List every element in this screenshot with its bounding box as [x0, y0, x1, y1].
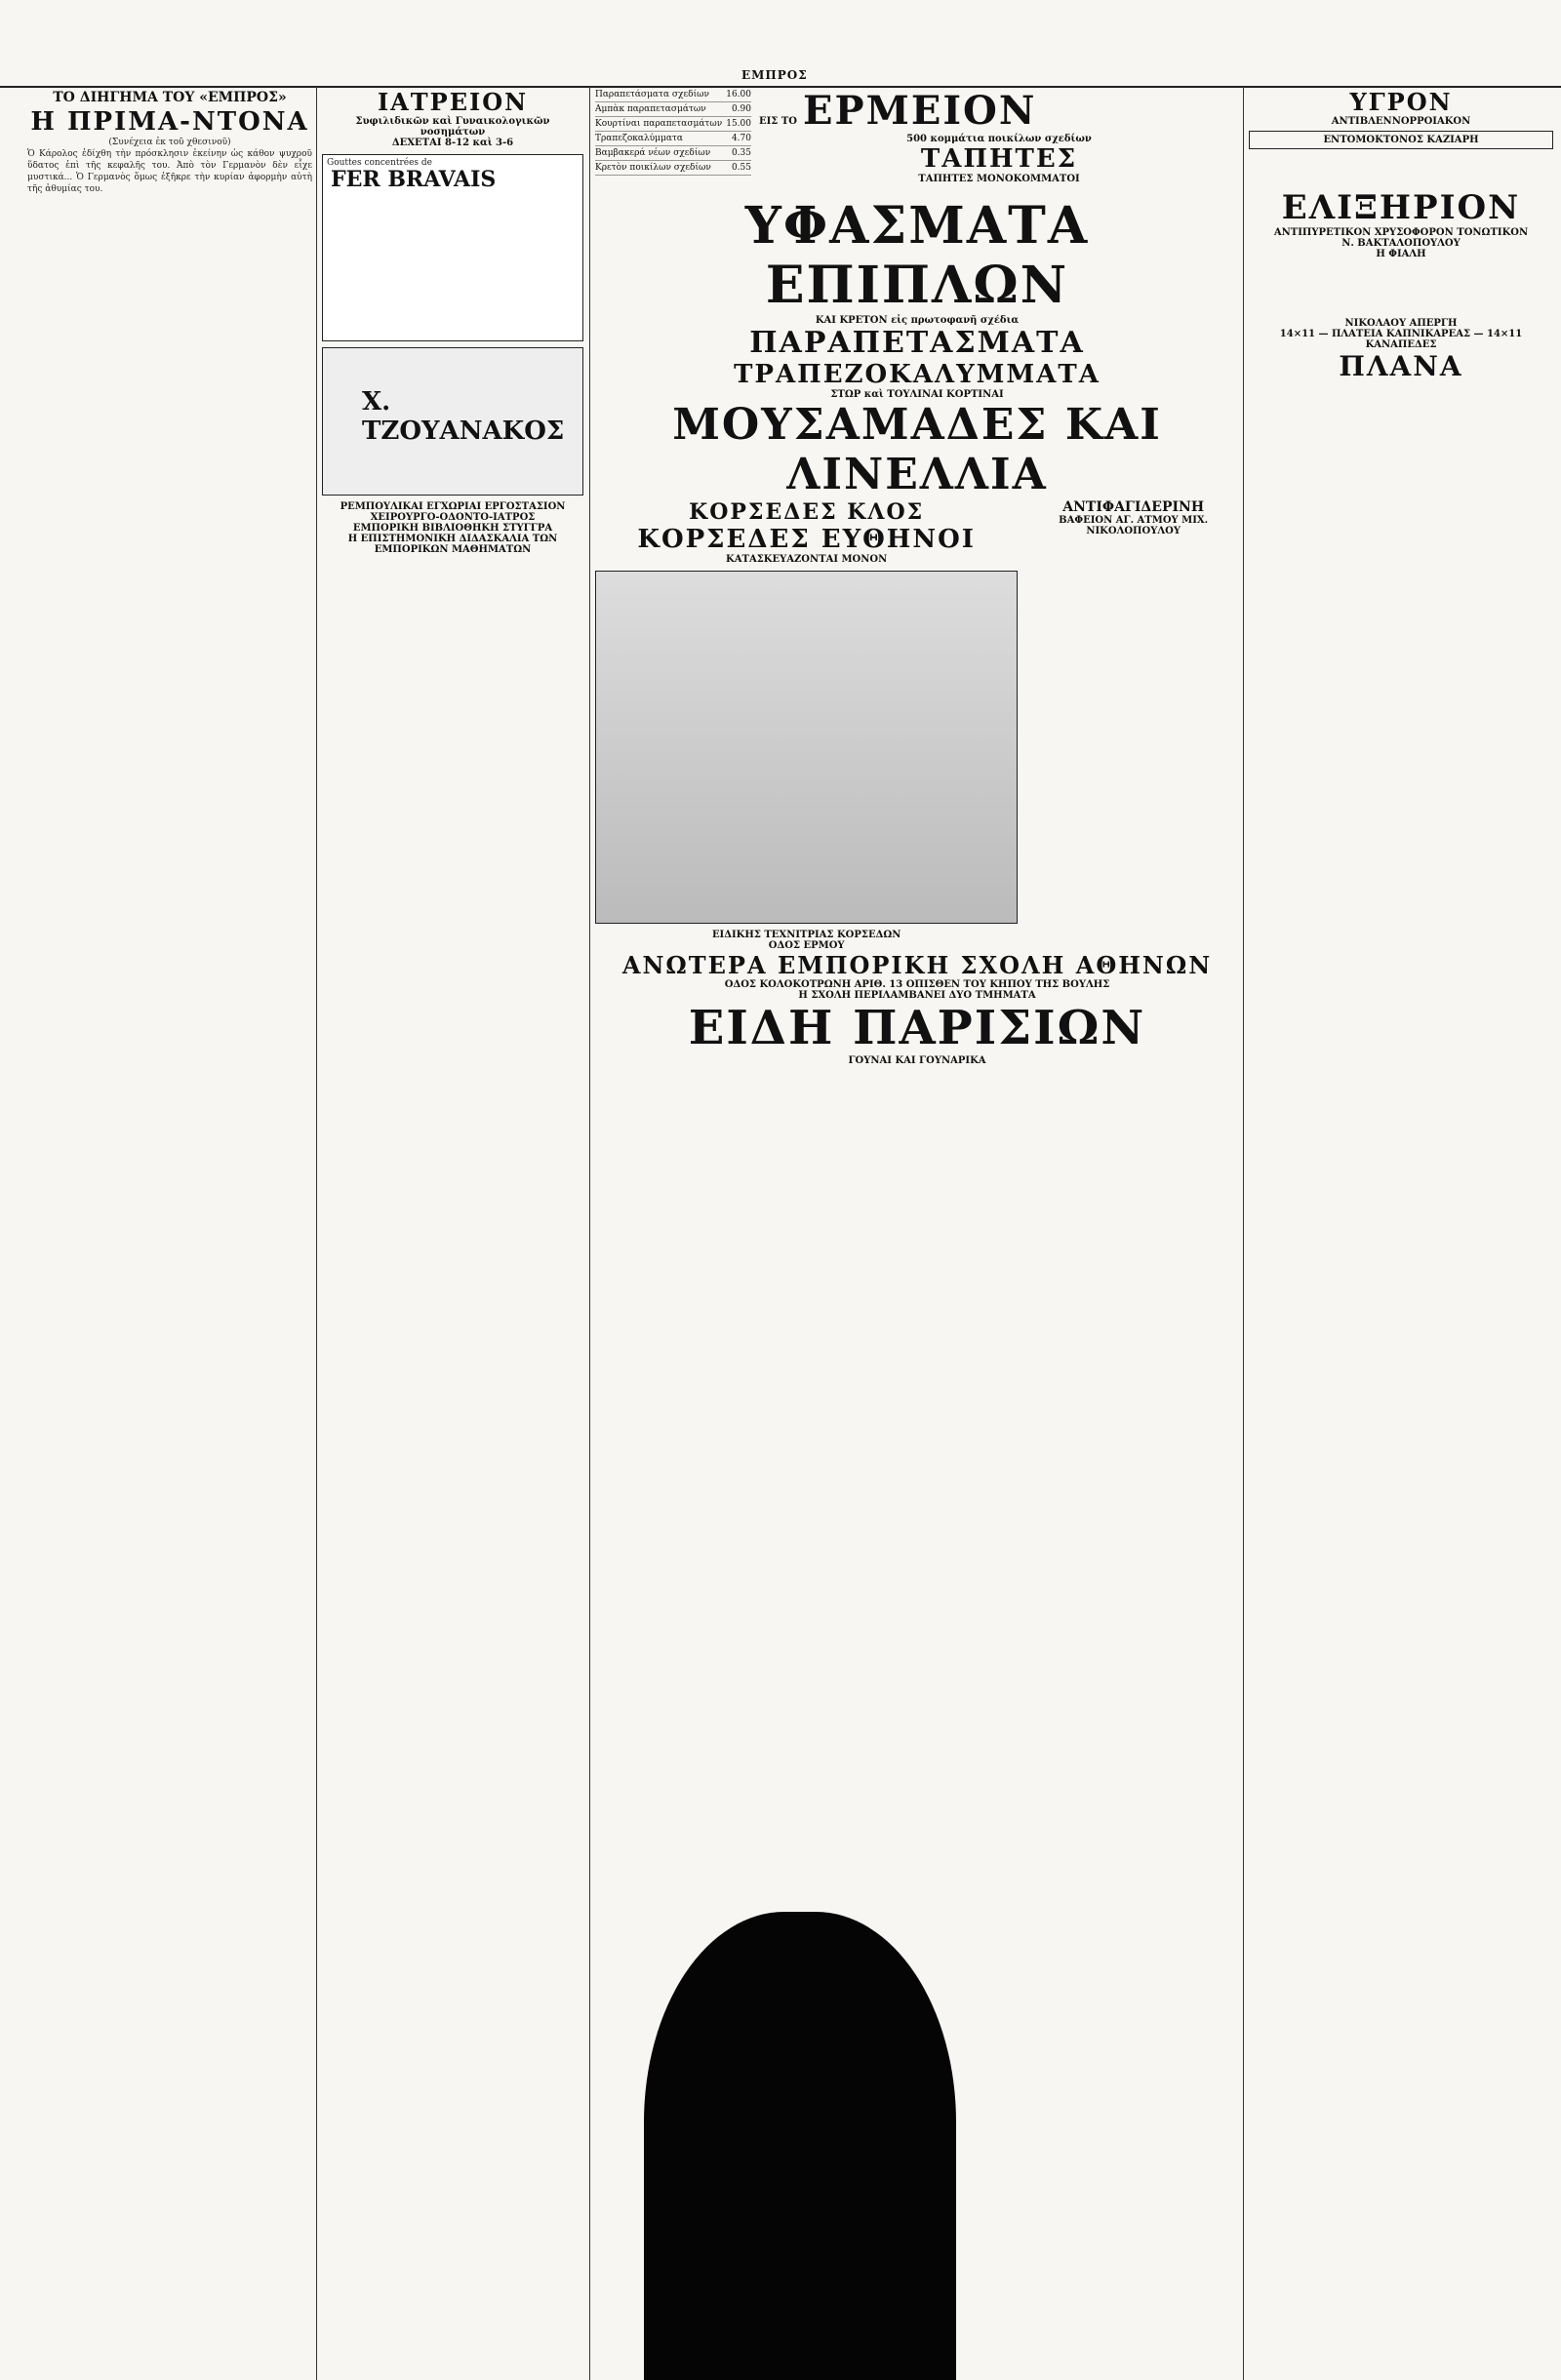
ad-kaziari: ΕΝΤΟΜΟΚΤΟΝΟΣ ΚΑΖΙΑΡΗ	[1249, 131, 1553, 149]
ad-antifagiserin: ΑΝΤΙΦΑΓΙΔΕΡΙΝΗ	[1062, 499, 1205, 515]
column-4	[1249, 88, 1553, 2380]
story-subtitle: (Συνέχεια ἐκ τοῦ χθεσινοῦ)	[108, 138, 231, 147]
ad-vaktalopoulou: Ν. ΒΑΚΤΑΛΟΠΟΥΛΟΥ	[1341, 238, 1461, 249]
ad-hat	[322, 347, 583, 496]
ad-kanapedes: ΚΑΝΑΠΕΔΕΣ	[1365, 339, 1437, 350]
price-row: Αμπὰκ παραπετασμάτων 0.90	[595, 102, 751, 117]
ad-korsedes-euth: ΚΟΡΣΕΔΕΣ ΕΥΘΗΝΟΙ	[637, 525, 976, 554]
price-row: Τραπεζοκαλύμματα 4.70	[595, 132, 751, 146]
price-row: Παραπετάσματα σχεδίων 16.00	[595, 88, 751, 102]
ad-odos: ΟΔΟΣ ΕΡΜΟΥ	[768, 940, 845, 951]
ad-monokommatoi: ΤΑΠΗΤΕΣ ΜΟΝΟΚΟΜΜΑΤΟΙ	[918, 174, 1080, 184]
column-rule	[1243, 86, 1244, 2380]
price-row: Κουρτίναι παραπετασμάτων 15.00	[595, 117, 751, 132]
price-table	[595, 88, 751, 184]
ad-odonto: ΧΕΙΡΟΥΡΓΟ-ΟΔΟΝΤΟ-ΙΑΤΡΟΣ	[370, 512, 536, 523]
ad-kataskeuazontai: ΚΑΤΑΣΚΕΥΑΖΟΝΤΑΙ ΜΟΝΟΝ	[726, 554, 888, 565]
ad-elix-sub: ΑΝΤΙΠΥΡΕΤΙΚΟΝ ΧΡΥΣΟΦΟΡΟΝ ΤΟΝΩΤΙΚΟΝ	[1273, 227, 1529, 238]
ad-parapetasmata: ΠΑΡΑΠΕΤΑΣΜΑΤΑ	[749, 326, 1085, 360]
ad-elixirion: ΕΛΙΞΗΡΙΟΝ	[1281, 188, 1521, 227]
ad-mousamades: ΜΟΥΣΑΜΑΔΕΣ ΚΑΙ ΛΙΝΕΛΛΙΑ	[672, 400, 1162, 499]
ad-iatreion-sub: Συφιλιδικῶν καὶ Γυναικολογικῶν νοσημάτων	[355, 116, 550, 138]
ad-vafeion: ΒΑΦΕΙΟΝ ΑΓ. ΑΤΜΟΥ ΜΙΧ. ΝΙΚΟΛΟΠΟΥΛΟΥ	[1059, 515, 1209, 536]
ad-address: 14×11 — ΠΛΑΤΕΙΑ ΚΑΠΝΙΚΑΡΕΑΣ — 14×11	[1279, 329, 1523, 339]
ad-remp: ΡΕΜΠΟΥΛΙΚΑΙ ΕΓΧΩΡΙΑΙ ΕΡΓΟΣΤΑΣΙΟΝ	[340, 501, 566, 512]
ink-blot	[644, 1912, 956, 2380]
story-title: Η ΠΡΙΜΑ-ΝΤΟΝΑ	[30, 107, 309, 137]
ad-trapezokalymmata: ΤΡΑΠΕΖΟΚΑΛΥΜΜΑΤΑ	[734, 360, 1101, 389]
ad-iatreion: ΙΑΤΡΕΙΟΝ	[377, 88, 529, 116]
masthead-title: ΕΜΠΡΟΣ	[741, 68, 808, 82]
column-2	[322, 88, 583, 2380]
ad-fer-bravais	[322, 154, 583, 341]
ad-fer-title: FER BRAVAIS	[331, 167, 497, 192]
ad-scholi: ΑΝΩΤΕΡΑ ΕΜΠΟΡΙΚΗ ΣΧΟΛΗ ΑΘΗΝΩΝ	[621, 951, 1213, 979]
ad-hat-title: Χ. ΤΖΟΥΑΝΑΚΟΣ	[362, 387, 565, 446]
ad-tmimata: Η ΣΧΟΛΗ ΠΕΡΙΛΑΜΒΑΝΕΙ ΔΥΟ ΤΜΗΜΑΤΑ	[798, 990, 1036, 1001]
column-rule	[316, 86, 317, 2380]
price-row: Κρετὸν ποικίλων σχεδίων 0.55	[595, 161, 751, 176]
ad-tapites: ΤΑΠΗΤΕΣ	[920, 144, 1078, 174]
ad-fialia: Η ΦΙΑΛΗ	[1376, 249, 1426, 259]
ad-plana: ΠΛΑΝΑ	[1339, 350, 1463, 382]
ad-apergi: ΝΙΚΟΛΑΟΥ ΑΠΕΡΓΗ	[1344, 318, 1458, 329]
corset-illustration	[595, 571, 1018, 924]
ad-ermeion: ΕΡΜΕΙΟΝ	[803, 88, 1037, 134]
ad-eis-to: ΕΙΣ ΤΟ	[759, 116, 798, 127]
story-text: Ὁ Κάρολος ἐδίχθη τὴν πρόσκλησιν ἐκείνην ὡς κάθον ψυχροῦ ὕδατος ἐπὶ τῆς κεφαλῆς του. Ἀπὸ τὸν Γερμανὸν δὲν εἶχε μυστικά... Ὁ Γερμανὸς ὅμως ἐξῆκρε τὴν κυρίαν ἀφορμὴν αὐτὴ τῆς ἀθυμίας του.	[27, 149, 312, 194]
ad-ygron: ΥΓΡΟΝ	[1349, 88, 1453, 116]
price-row: Βαμβακερά νέων σχεδίων 0.35	[595, 146, 751, 161]
ad-tapites-count: 500 κομμάτια ποικίλων σχεδίων	[906, 134, 1092, 144]
ad-kreton: ΚΑΙ ΚΡΕΤΟΝ εἰς πρωτοφανῆ σχέδια	[815, 315, 1020, 326]
ad-korsedes-head: ΚΟΡΣΕΔΕΣ ΚΛΟΣ	[689, 499, 925, 525]
masthead	[0, 68, 1561, 88]
ad-scholi-sub: ΟΔΟΣ ΚΟΛΟΚΟΤΡΩΝΗ ΑΡΙΘ. 13 ΟΠΙΣΘΕΝ ΤΟΥ ΚΗΠΟΥ ΤΗΣ ΒΟΥΛΗΣ	[724, 979, 1110, 990]
ad-yfasmata: ΥΦΑΣΜΑΤΑ ΕΠΙΠΛΩΝ	[744, 196, 1090, 315]
ad-eidi: ΕΙΔΗ ΠΑΡΙΣΙΩΝ	[688, 1001, 1146, 1055]
ad-gounai: ΓΟΥΝΑΙ ΚΑΙ ΓΟΥΝΑΡΙΚΑ	[848, 1055, 986, 1066]
column-1	[27, 88, 312, 2380]
ad-bibliothiki: ΕΜΠΟΡΙΚΗ ΒΙΒΛΙΟΘΗΚΗ ΣΤΥΓΓΡΑ	[352, 523, 553, 534]
section-title: ΤΟ ΔΙΗΓΗΜΑ ΤΟΥ «ΕΜΠΡΟΣ»	[53, 90, 287, 105]
ad-antivlenn: ΑΝΤΙΒΛΕΝΝΟΡΡΟΙΑΚΟΝ	[1331, 116, 1471, 127]
column-rule	[589, 86, 590, 2380]
ad-hours: ΔΕΧΕΤΑΙ 8-12 καὶ 3-6	[391, 138, 514, 148]
ad-fer-sub: Gouttes concentrées de	[327, 158, 432, 168]
ad-stor: ΣΤΩΡ καὶ ΤΟΥΛΙΝΑΙ ΚΟΡΤΙΝΑΙ	[830, 389, 1004, 400]
ad-eidikis: ΕΙΔΙΚΗΣ ΤΕΧΝΙΤΡΙΑΣ ΚΟΡΣΕΔΩΝ	[711, 930, 901, 940]
ad-didaskalia: Η ΕΠΙΣΤΗΜΟΝΙΚΗ ΔΙΔΑΣΚΑΛΙΑ ΤΩΝ ΕΜΠΟΡΙΚΩΝ ΜΑΘΗΜΑΤΩΝ	[347, 534, 558, 555]
